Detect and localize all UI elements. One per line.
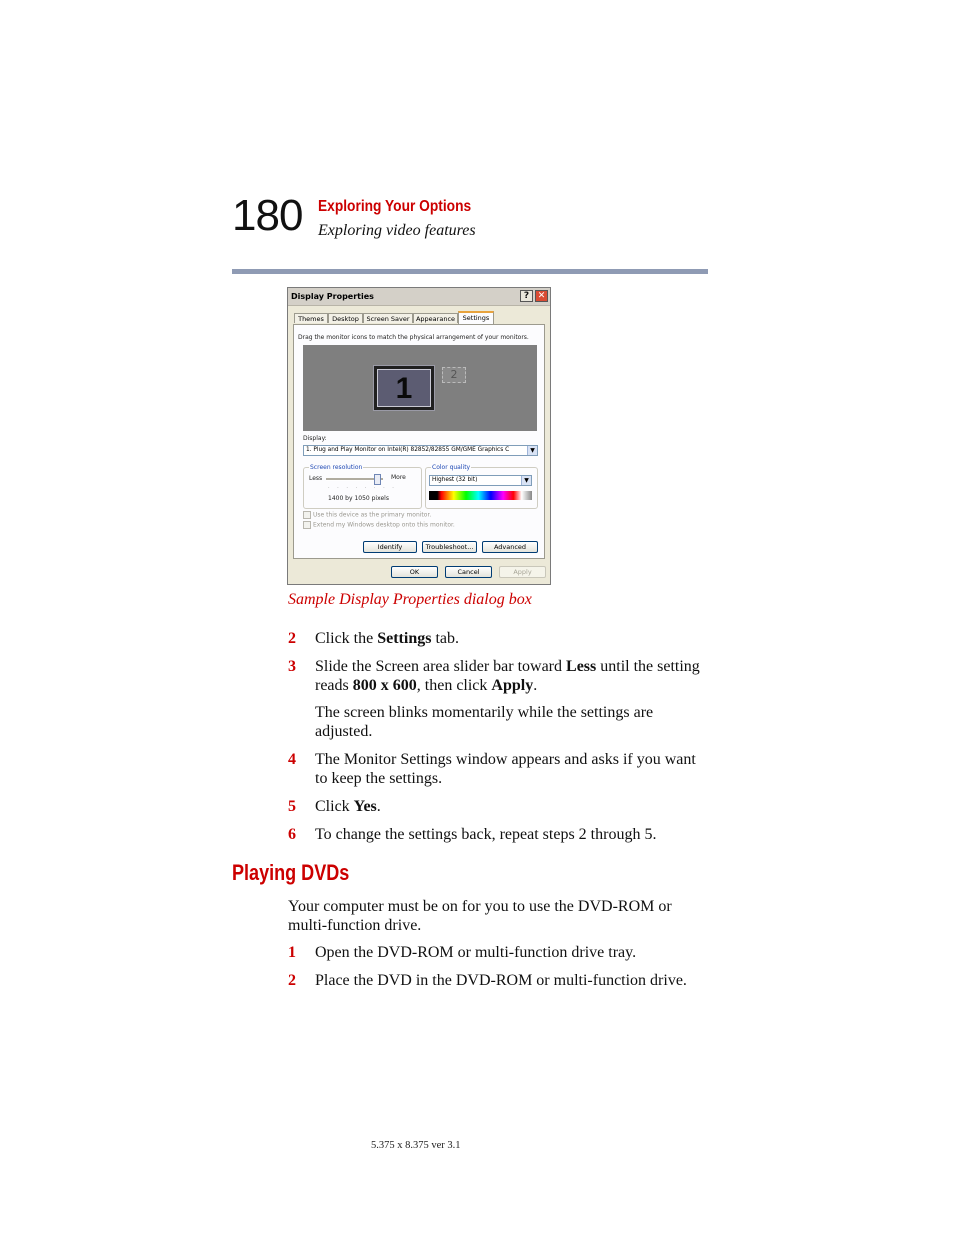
- section-title: Exploring video features: [318, 222, 476, 239]
- primary-monitor-label: Use this device as the primary monitor.: [313, 511, 432, 519]
- close-icon[interactable]: ✕: [535, 290, 548, 302]
- header-rule: [232, 269, 708, 274]
- tab-themes[interactable]: Themes: [294, 313, 328, 323]
- dialog-title-bar: [288, 288, 550, 306]
- step-text: The Monitor Settings window appears and asks if you want to keep the settings.: [315, 751, 696, 787]
- tab-appearance[interactable]: Appearance: [413, 313, 458, 323]
- tab-screen-saver[interactable]: Screen Saver: [363, 313, 413, 323]
- page-footer: 5.375 x 8.375 ver 3.1: [371, 1140, 461, 1151]
- step-number: 2: [288, 972, 296, 989]
- dvd-intro: Your computer must be on for you to use the DVD-ROM or multi-function drive.: [288, 898, 672, 934]
- display-select-value: 1. Plug and Play Monitor on Intel(R) 82852/82855 GM/GME Graphics C: [306, 447, 510, 453]
- color-quality-select[interactable]: [429, 475, 532, 486]
- chevron-down-icon: ▼: [527, 446, 537, 455]
- cancel-button[interactable]: Cancel: [445, 566, 492, 578]
- resolution-slider-thumb[interactable]: [374, 474, 381, 485]
- less-label: Less: [309, 475, 323, 482]
- step-text: Place the DVD in the DVD-ROM or multi-function drive.: [315, 972, 687, 989]
- step-text: To change the settings back, repeat steps 2 through 5.: [315, 826, 657, 843]
- step-number: 2: [288, 630, 296, 647]
- chapter-title: Exploring Your Options: [318, 198, 472, 215]
- extend-desktop-checkbox[interactable]: [303, 521, 455, 529]
- monitor-2-icon[interactable]: 2: [442, 367, 466, 383]
- step-text: Open the DVD-ROM or multi-function drive tray.: [315, 944, 637, 961]
- monitor-1-label: 1: [377, 369, 431, 407]
- monitor-instruction: Drag the monitor icons to match the physical arrangement of your monitors.: [298, 334, 529, 341]
- step-number: 5: [288, 798, 296, 815]
- color-quality-title: Color quality: [432, 464, 471, 471]
- identify-button[interactable]: Identify: [363, 541, 417, 553]
- primary-monitor-checkbox[interactable]: [303, 511, 431, 519]
- extend-desktop-label: Extend my Windows desktop onto this monitor.: [313, 521, 455, 529]
- help-icon[interactable]: ?: [520, 290, 533, 302]
- step-number: 6: [288, 826, 296, 843]
- troubleshoot-button[interactable]: Troubleshoot...: [422, 541, 477, 553]
- dialog-title: Display Properties: [291, 292, 374, 301]
- step-note: The screen blinks momentarily while the settings are adjusted.: [315, 704, 654, 740]
- figure-caption: Sample Display Properties dialog box: [288, 591, 532, 608]
- step-text: Slide the Screen area slider bar toward Less until the setting reads 800 x 600, then click Apply.: [315, 658, 700, 694]
- tab-settings[interactable]: Settings: [458, 311, 494, 324]
- step-text: Click the Settings tab.: [315, 630, 459, 647]
- tab-desktop[interactable]: Desktop: [328, 313, 363, 323]
- color-quality-group: [425, 464, 538, 509]
- heading-playing-dvds: Playing DVDs: [232, 860, 350, 885]
- step-number: 1: [288, 944, 296, 961]
- color-spectrum-bar: [429, 491, 532, 500]
- checkbox-icon: [303, 511, 311, 519]
- checkbox-icon: [303, 521, 311, 529]
- display-properties-dialog: [287, 287, 551, 585]
- step-number: 4: [288, 751, 296, 768]
- monitor-arrangement-area: [303, 345, 537, 431]
- ok-button[interactable]: OK: [391, 566, 438, 578]
- step-text: Click Yes.: [315, 798, 381, 815]
- advanced-button[interactable]: Advanced: [482, 541, 538, 553]
- screen-resolution-title: Screen resolution: [310, 464, 363, 471]
- chevron-down-icon: ▼: [521, 476, 531, 485]
- display-label: Display:: [303, 435, 327, 442]
- resolution-value: 1400 by 1050 pixels: [328, 495, 389, 502]
- apply-button[interactable]: Apply: [499, 566, 546, 578]
- more-label: More: [391, 474, 406, 481]
- step-number: 3: [288, 658, 296, 675]
- color-quality-value: Highest (32 bit): [432, 477, 478, 483]
- page-number: 180: [232, 191, 303, 240]
- display-select[interactable]: [303, 445, 538, 456]
- resolution-slider-ticks: · · · · · · · ·: [328, 485, 397, 491]
- monitor-1-icon[interactable]: [373, 365, 435, 411]
